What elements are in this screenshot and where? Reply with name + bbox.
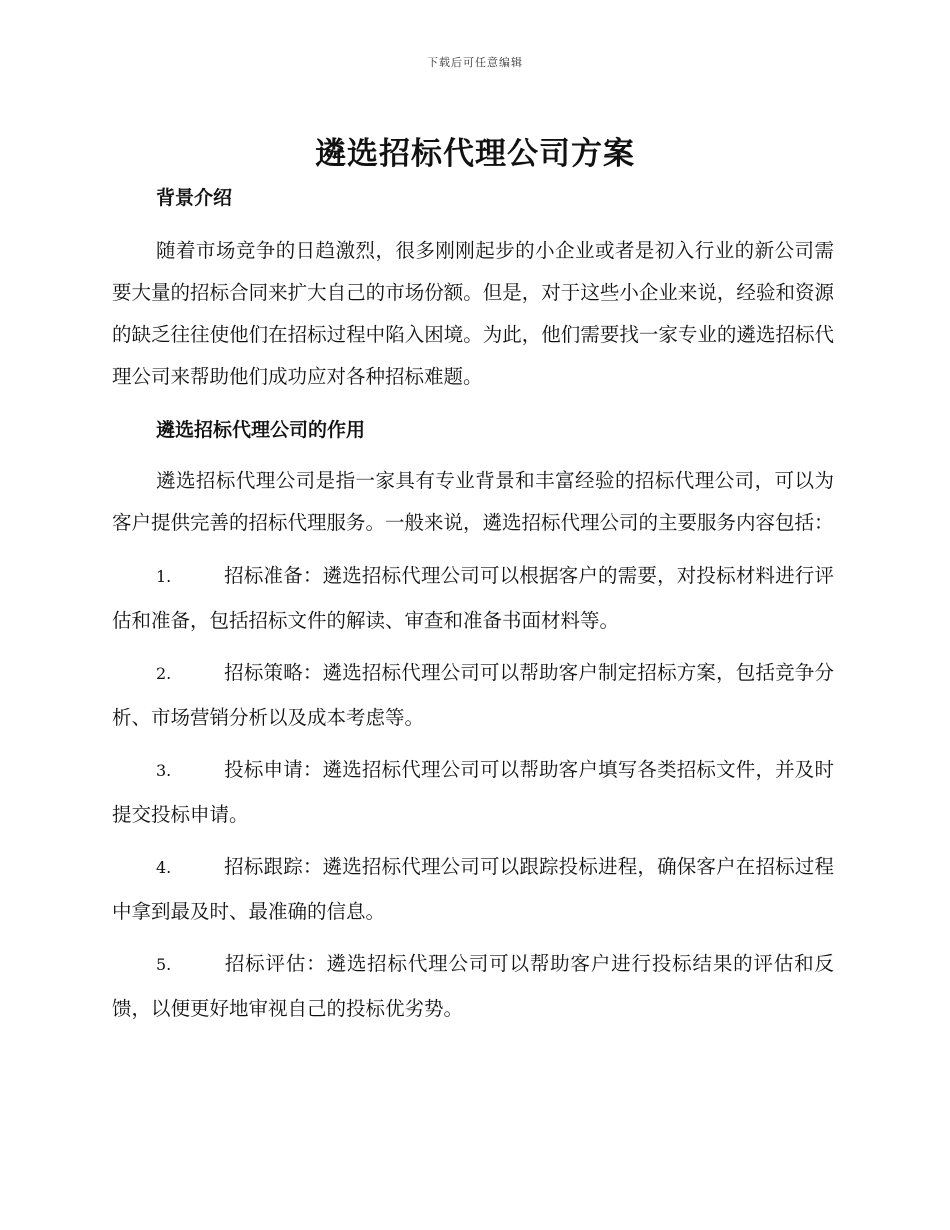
list-item-number: 4. <box>156 858 172 877</box>
list-item-text: 招标跟踪：遴选招标代理公司可以跟踪投标进程，确保客户在招标过程中拿到最及时、最准确的信息。 <box>112 855 834 923</box>
list-item-number: 2. <box>156 664 172 683</box>
document-body <box>112 180 834 1039</box>
section-heading-background: 背景介绍 <box>156 187 233 209</box>
section-heading-role: 遴选招标代理公司的作用 <box>156 419 366 441</box>
list-item-number: 3. <box>156 761 172 780</box>
header-note: 下载后可任意编辑 <box>427 56 523 69</box>
list-item-number: 1. <box>156 567 172 586</box>
list-item <box>112 651 834 740</box>
list-item-number: 5. <box>156 955 172 974</box>
list-item <box>112 554 834 643</box>
list-item-text: 招标准备：遴选招标代理公司可以根据客户的需要，对投标材料进行评估和准备，包括招标文件的解读、审查和准备书面材料等。 <box>112 564 834 632</box>
paragraph-role: 遴选招标代理公司是指一家具有专业背景和丰富经验的招标代理公司，可以为客户提供完善的招标代理服务。一般来说，遴选招标代理公司的主要服务内容包括： <box>112 469 834 534</box>
list-item-text: 招标策略：遴选招标代理公司可以帮助客户制定招标方案，包括竞争分析、市场营销分析以及成本考虑等。 <box>112 661 834 729</box>
service-list <box>112 554 834 1031</box>
list-item <box>112 748 834 837</box>
list-item <box>112 942 834 1031</box>
list-item-text: 投标申请：遴选招标代理公司可以帮助客户填写各类招标文件，并及时提交投标申请。 <box>112 758 834 826</box>
paragraph-background: 随着市场竞争的日趋激烈，很多刚刚起步的小企业或者是初入行业的新公司需要大量的招标合同来扩大自己的市场份额。但是，对于这些小企业来说，经验和资源的缺乏往往使他们在招标过程中陷入困境。为此，他们需要找一家专业的遴选招标代理公司来帮助他们成功应对各种招标难题。 <box>112 239 834 388</box>
list-item-text: 招标评估：遴选招标代理公司可以帮助客户进行投标结果的评估和反馈，以便更好地审视自己的投标优劣势。 <box>112 952 834 1020</box>
document-title: 遴选招标代理公司方案 <box>315 136 635 172</box>
list-item <box>112 845 834 934</box>
